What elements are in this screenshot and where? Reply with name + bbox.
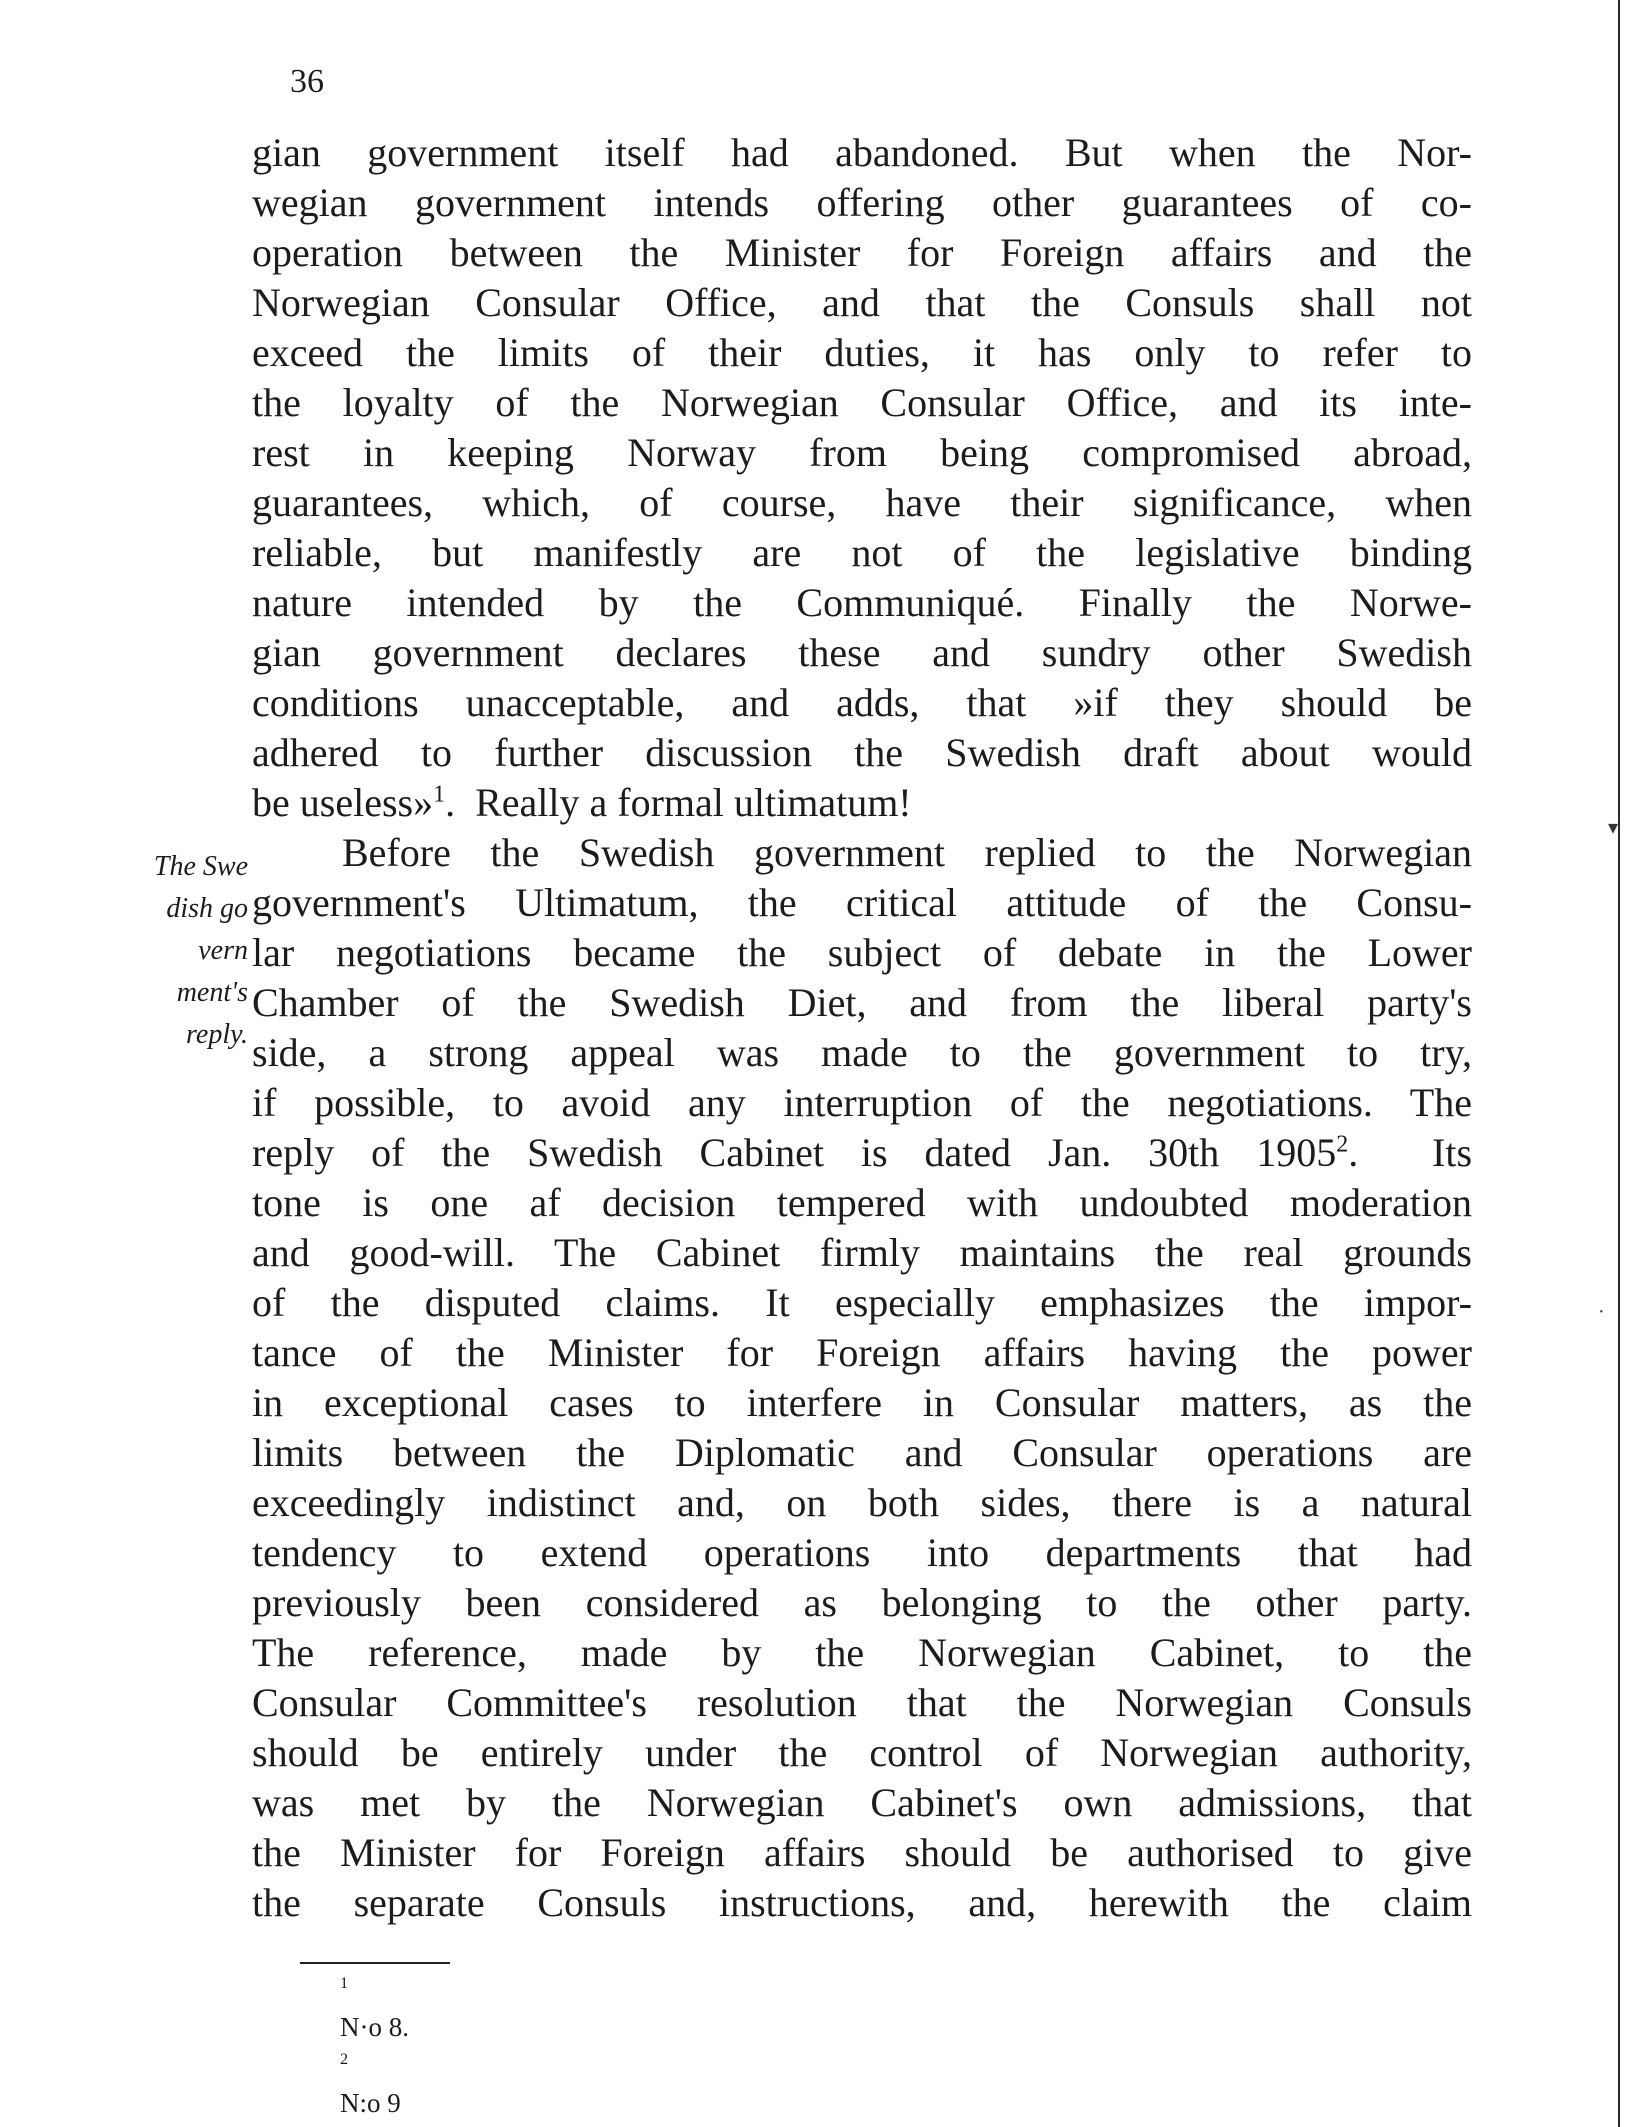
text-line: be useless»$^1$. Really a formal ultimatum! <box>252 780 912 825</box>
text-line: government's Ultimatum, the critical attitude of the Consu- <box>252 880 1472 925</box>
footnote-mark: 2 <box>340 2050 349 2068</box>
text-line: rest in keeping Norway from being compromised abroad, <box>252 430 1472 475</box>
text-line: nature intended by the Communiqué. Finally the Norwe- <box>252 580 1472 625</box>
text-line: Norwegian Consular Office, and that the Consuls shall not <box>252 280 1472 325</box>
text-line: Before the Swedish government replied to the Norwegian <box>342 830 1472 875</box>
page-edge-line <box>1618 0 1620 2127</box>
text-line: exceedingly indistinct and, on both sides, there is a natural <box>252 1480 1472 1525</box>
footnote <box>340 2046 409 2122</box>
text-line: side, a strong appeal was made to the government to try, <box>252 1030 1472 1075</box>
text-line: operation between the Minister for Foreign affairs and the <box>252 230 1472 275</box>
text-line: if possible, to avoid any interruption of the negotiations. The <box>252 1080 1472 1125</box>
footnote-divider <box>300 1962 450 1964</box>
text-line: tance of the Minister for Foreign affairs having the power <box>252 1330 1472 1375</box>
text-line: in exceptional cases to interfere in Consular matters, as the <box>252 1380 1472 1425</box>
text-line: Consular Committee's resolution that the Norwegian Consuls <box>252 1680 1472 1725</box>
text-line: the loyalty of the Norwegian Consular Office, and its inte- <box>252 380 1472 425</box>
footnote-reference: 1 <box>433 781 446 808</box>
edge-mark-icon: · <box>1598 1301 1605 1323</box>
text-segment: be useless» <box>252 780 434 825</box>
text-segment: Its <box>1432 1130 1473 1175</box>
text-line: of the disputed claims. It especially emphasizes the impor- <box>252 1280 1472 1325</box>
footnote-text: N:o 9 <box>340 2088 401 2118</box>
text-line: was met by the Norwegian Cabinet's own admissions, that <box>252 1780 1472 1825</box>
text-line: the separate Consuls instructions, and, herewith the claim <box>252 1880 1472 1925</box>
text-segment: Really a formal ultimatum! <box>475 780 912 825</box>
text-line: gian government declares these and sundry other Swedish <box>252 630 1472 675</box>
text-line: Chamber of the Swedish Diet, and from the liberal party's <box>252 980 1472 1025</box>
marginal-note-line: dish go <box>166 893 248 924</box>
footnotes <box>340 1970 409 2122</box>
text-line: gian government itself had abandoned. But when the Nor- <box>252 130 1472 175</box>
text-line: guarantees, which, of course, have their significance, when <box>252 480 1472 525</box>
text-line: and good-will. The Cabinet firmly maintains the real grounds <box>252 1230 1472 1275</box>
text-line: lar negotiations became the subject of debate in the Lower <box>252 930 1472 975</box>
marginal-note-line: The Swe <box>153 851 248 882</box>
text-line: adhered to further discussion the Swedish draft about would <box>252 730 1472 775</box>
marginal-note-line: ment's <box>176 977 248 1008</box>
text-line: reply of the Swedish Cabinet is dated Jan. 30th 1905$^2$. Its <box>252 1130 1473 1175</box>
text-line: the Minister for Foreign affairs should be authorised to give <box>252 1830 1472 1875</box>
text-line: The reference, made by the Norwegian Cabinet, to the <box>252 1630 1472 1675</box>
footnote-mark: 1 <box>340 1974 349 1992</box>
marginal-note <box>80 846 248 1056</box>
footnote <box>340 1970 409 2046</box>
marginal-note-line: vern <box>198 935 248 966</box>
body-text <box>252 128 1472 1928</box>
text-line: tendency to extend operations into departments that had <box>252 1530 1472 1575</box>
text-line: exceed the limits of their duties, it has only to refer to <box>252 330 1472 375</box>
text-line: conditions unacceptable, and adds, that »if they should be <box>252 680 1472 725</box>
text-segment: reply of the Swedish Cabinet is dated Jan. 30th 1905 <box>252 1130 1337 1175</box>
text-line: reliable, but manifestly are not of the legislative binding <box>252 530 1472 575</box>
text-line: should be entirely under the control of Norwegian authority, <box>252 1730 1472 1775</box>
footnote-reference: 2 <box>1336 1131 1349 1158</box>
text-line: previously been considered as belonging to the other party. <box>252 1580 1472 1625</box>
edge-mark-icon: ▾ <box>1608 817 1619 839</box>
marginal-note-line: reply. <box>186 1019 248 1050</box>
text-line: tone is one af decision tempered with undoubted moderation <box>252 1180 1472 1225</box>
footnote-text: N·o 8. <box>340 2012 409 2042</box>
text-line: wegian government intends offering other guarantees of co- <box>252 180 1472 225</box>
page-number: 36 <box>290 63 324 100</box>
text-line: limits between the Diplomatic and Consular operations are <box>252 1430 1472 1475</box>
